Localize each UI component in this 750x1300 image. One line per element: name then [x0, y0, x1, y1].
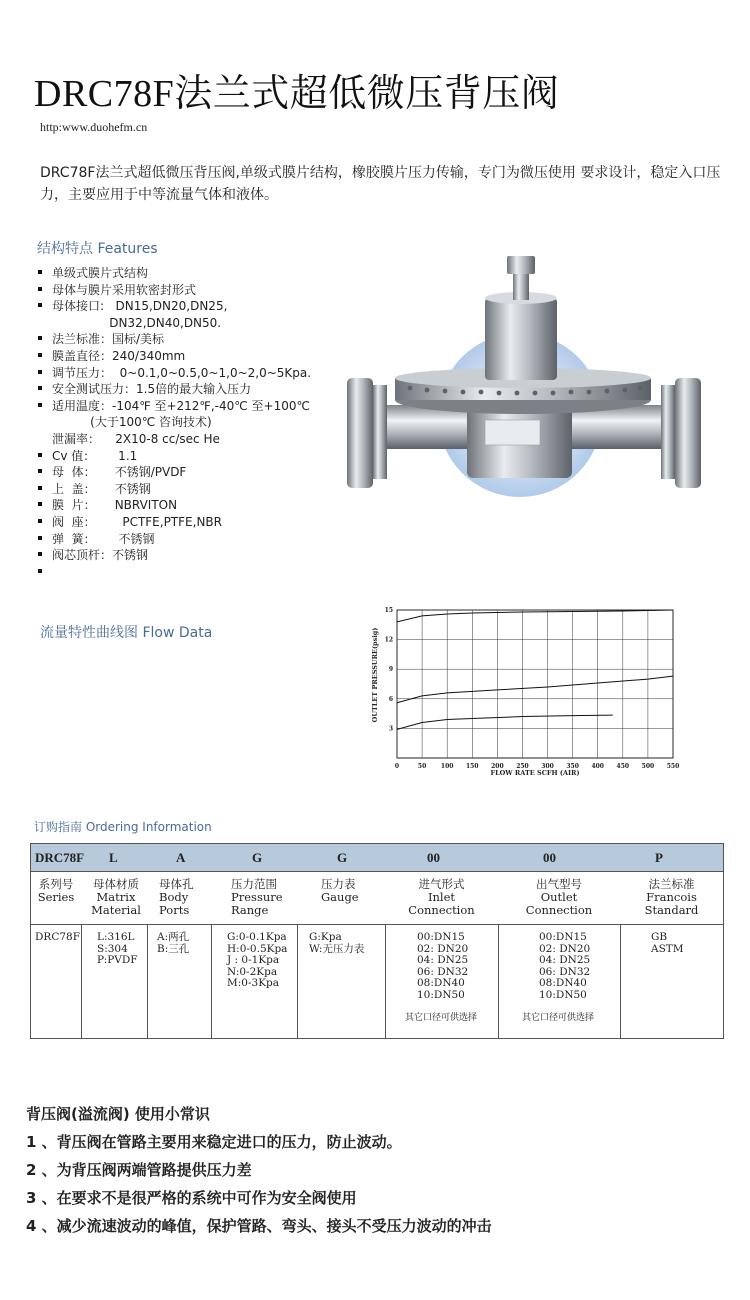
feature-item: [38, 298, 328, 315]
chart-series-line-3: [397, 715, 613, 729]
column-divider: [498, 924, 499, 1038]
bullet-icon: [38, 502, 42, 506]
feature-item: [38, 282, 328, 299]
value-series: DRC78F: [35, 931, 81, 943]
chart-y-tick: 6: [388, 695, 393, 703]
chart-x-tick: 400: [591, 763, 604, 770]
bullet-icon: [38, 569, 42, 573]
flow-chart: [365, 600, 695, 780]
chart-x-label: FLOW RATE SCFH (AIR): [490, 769, 580, 777]
page-title: DRC78F法兰式超低微压背压阀: [34, 73, 560, 115]
feature-text: 母体与膜片采用软密封形式: [52, 282, 197, 297]
feature-text: 弹 簧： 不锈钢: [52, 531, 155, 546]
feature-text: 安全测试压力：1.5倍的最大输入压力: [52, 382, 252, 397]
chart-y-tick: 9: [388, 666, 393, 674]
feature-text: DN32,DN40,DN50.: [52, 315, 222, 330]
bullet-icon: [38, 519, 42, 523]
bullet-icon: [38, 336, 42, 340]
chart-frame: [397, 610, 673, 758]
value-inlet: 00:DN15 02: DN20 04: DN25 06: DN32 08:DN40 10:DN50: [417, 931, 469, 1001]
feature-item: [38, 348, 328, 365]
code-ports: A: [176, 850, 186, 865]
bullet-icon: [38, 536, 42, 540]
chart-x-tick: 200: [491, 763, 504, 770]
label-inlet: 进气形式 Inlet Connection: [408, 877, 475, 917]
code-range: G: [252, 850, 263, 865]
chart-x-tick: 100: [440, 763, 454, 770]
chart-y-tick: 15: [384, 607, 393, 614]
feature-text: 上 盖： 不锈钢: [52, 481, 151, 496]
usage-tips: [26, 1103, 726, 1243]
bullet-icon: [38, 386, 42, 390]
chart-x-tick: 450: [616, 763, 630, 770]
outlet-note: 其它口径可供选择: [522, 1013, 595, 1023]
column-divider: [297, 924, 298, 1038]
code-material: L: [109, 850, 118, 865]
feature-item: [38, 365, 328, 382]
tip-item: 4 、减少流速波动的峰值，保护管路、弯头、接头不受压力波动的冲击: [26, 1217, 492, 1235]
feature-item: [38, 398, 328, 415]
features-heading: 结构特点 Features: [37, 241, 158, 257]
label-material: 母体材质 Matrix Material: [91, 877, 141, 917]
tips-title: 背压阀(溢流阀) 使用小常识: [26, 1105, 210, 1123]
feature-text: Cv 值： 1.1: [52, 448, 138, 463]
chart-x-tick: 350: [566, 763, 579, 770]
inlet-note: 其它口径可供选择: [405, 1013, 478, 1023]
feature-text: 法兰标准：国标/美标: [52, 332, 165, 347]
value-material: L:316L S:304 P:PVDF: [97, 931, 138, 967]
label-range: 压力范围 Pressure Range: [231, 877, 283, 917]
value-ports: A:两孔 B:三孔: [157, 931, 190, 955]
chart-x-tick: 500: [641, 763, 655, 770]
feature-item: [38, 481, 328, 498]
label-standard: 法兰标准 Francois Standard: [644, 877, 699, 917]
tip-item: 1 、背压阀在管路主要用来稳定进口的压力，防止波动。: [26, 1133, 402, 1151]
feature-item: [38, 464, 328, 481]
column-divider: [385, 924, 386, 1038]
ordering-header-row: [31, 844, 723, 872]
value-gauge: G:Kpa W:无压力表: [309, 931, 365, 955]
bullet-icon: [38, 453, 42, 457]
feature-item: [38, 531, 328, 548]
label-outlet: 出气型号 Outlet Connection: [525, 877, 593, 917]
product-intro: DRC78F法兰式超低微压背压阀,单级式膜片结构，橡胶膜片压力传输，专门为微压使用 要求设计，稳定入口压力，主要应用于中等流量气体和液体。: [40, 165, 721, 203]
label-ports: 母体孔 Body Ports: [159, 877, 194, 917]
chart-y-label: OUTLET PRESSURE(psig): [371, 627, 379, 723]
chart-grid: [397, 610, 673, 758]
feature-text: 阀芯顶杆：不锈钢: [52, 548, 149, 563]
bullet-icon: [38, 403, 42, 407]
features-list: [38, 265, 328, 564]
code-outlet: 00: [543, 850, 556, 865]
feature-text: 膜 片： NBRVITON: [52, 498, 178, 513]
chart-x-tick: 250: [516, 763, 529, 770]
feature-text: 阀 座： PCTFE,PTFE,NBR: [52, 514, 222, 529]
bullet-icon: [38, 287, 42, 291]
feature-item: [38, 431, 328, 448]
bullet-icon: [38, 270, 42, 274]
feature-text: 膜盖直径：240/340mm: [52, 348, 186, 363]
code-gauge: G: [337, 850, 348, 865]
column-divider: [211, 924, 212, 1038]
column-divider: [147, 924, 148, 1038]
chart-x-tick: 150: [466, 763, 479, 770]
website-url[interactable]: http:www.duohefm.cn: [40, 120, 148, 134]
code-standard: P: [655, 850, 663, 865]
code-inlet: 00: [427, 850, 440, 865]
feature-text: (大于100℃ 咨询技术): [52, 415, 212, 430]
ordering-heading: 订购指南 Ordering Information: [34, 820, 212, 834]
bullet-icon: [38, 303, 42, 307]
chart-x-tick: 300: [541, 763, 554, 770]
bullet-icon: [38, 552, 42, 556]
feature-item: [38, 497, 328, 514]
feature-text: 母体接口: DN15,DN20,DN25,: [52, 299, 228, 314]
valve-product-image: [335, 250, 725, 510]
feature-text: 泄漏率： 2X10-8 cc/sec He: [52, 431, 220, 446]
tip-item: 2 、为背压阀两端管路提供压力差: [26, 1161, 252, 1179]
feature-text: 母 体： 不锈钢/PVDF: [52, 465, 187, 480]
value-standard: GB ASTM: [651, 931, 684, 955]
chart-series-line-1: [397, 610, 673, 622]
feature-item: [38, 547, 328, 564]
feature-text: 适用温度：-104℉ 至+212℉,-40℃ 至+100℃: [52, 398, 310, 413]
feature-text: 调节压力： 0~0.1,0~0.5,0~1,0~2,0~5Kpa.: [52, 365, 312, 380]
chart-ticks: [385, 607, 680, 770]
chart-y-tick: 12: [384, 636, 393, 644]
bullet-icon: [38, 353, 42, 357]
chart-x-tick: 0: [394, 763, 400, 770]
tip-item: 3 、在要求不是很严格的系统中可作为安全阀使用: [26, 1189, 357, 1207]
flow-data-heading: 流量特性曲线图 Flow Data: [40, 625, 213, 641]
feature-item: [38, 414, 328, 431]
bullet-icon: [38, 370, 42, 374]
feature-item: [38, 448, 328, 465]
chart-y-tick: 3: [388, 725, 393, 733]
feature-item: [38, 315, 328, 332]
value-range: G:0-0.1Kpa H:0-0.5Kpa J : 0-1Kpa N:0-2Kpa M:0-3Kpa: [227, 931, 288, 990]
chart-x-tick: 550: [666, 763, 680, 770]
bullet-icon: [38, 469, 42, 473]
column-divider: [620, 924, 621, 1038]
feature-item: [38, 331, 328, 348]
label-gauge: 压力表 Gauge: [321, 877, 359, 904]
feature-item: [38, 265, 328, 282]
column-divider: [81, 924, 82, 1038]
feature-text: 单级式膜片式结构: [52, 266, 149, 280]
feature-item: [38, 514, 328, 531]
bullet-icon: [38, 486, 42, 490]
ordering-table: [30, 843, 724, 1039]
chart-series: [397, 610, 673, 729]
feature-item: [38, 381, 328, 398]
value-outlet: 00:DN15 02: DN20 04: DN25 06: DN32 08:DN40 10:DN50: [539, 931, 591, 1001]
label-series: 系列号 Series: [37, 877, 75, 904]
chart-x-tick: 50: [417, 763, 427, 770]
code-series: DRC78F: [35, 850, 85, 865]
